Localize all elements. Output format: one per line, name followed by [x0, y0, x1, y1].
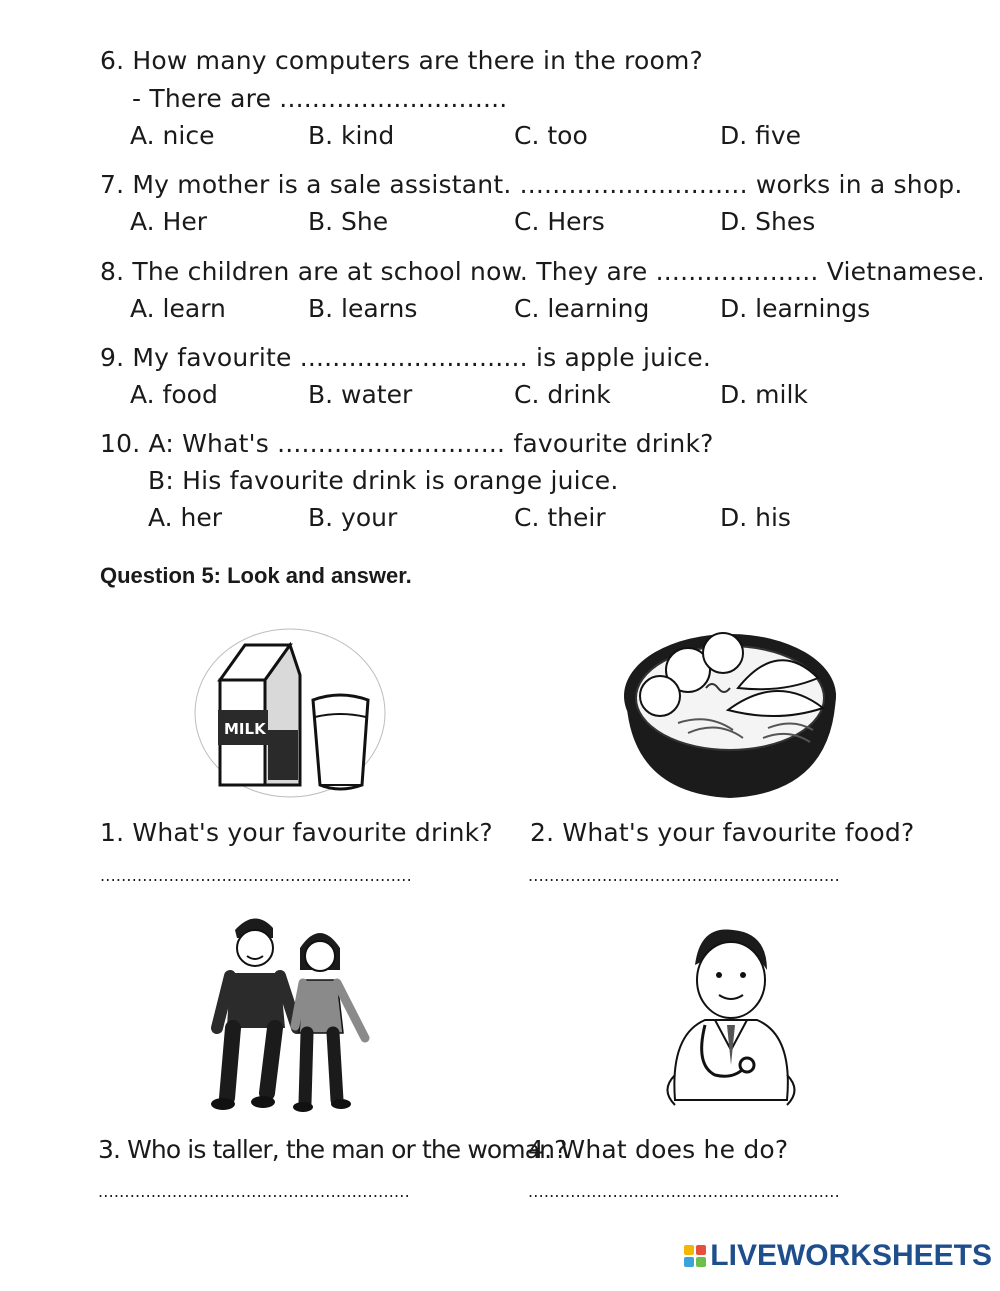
question-6-prompt: - There are ............................: [132, 84, 508, 113]
question-8-stem: 8. The children are at school now. They are .................... Vietnamese.: [100, 257, 985, 286]
question-6-stem: 6. How many computers are there in the room?: [100, 46, 704, 75]
logo-tiles-icon: [684, 1245, 706, 1267]
question-10-option-c[interactable]: C. their: [514, 503, 606, 532]
question-8-option-d[interactable]: D. learnings: [720, 294, 871, 323]
question-10-prompt: B: His favourite drink is orange juice.: [148, 466, 619, 495]
question-10-option-d[interactable]: D. his: [720, 503, 791, 532]
question-6-option-c[interactable]: C. too: [514, 121, 588, 150]
noodle-bowl-picture: [618, 618, 843, 803]
section-title: Question 5: Look and answer.: [100, 563, 412, 588]
doctor-picture: [655, 925, 805, 1115]
look-question-4: 4. What does he do?: [528, 1135, 789, 1164]
question-10-option-a[interactable]: A. her: [148, 503, 223, 532]
question-7-option-c[interactable]: C. Hers: [514, 207, 605, 236]
question-10-stem: 10. A: What's ............................ favourite drink?: [100, 429, 714, 458]
question-8-option-b[interactable]: B. learns: [308, 294, 418, 323]
answer-line-1[interactable]: ...........................................................: [100, 866, 412, 885]
look-question-2: 2. What's your favourite food?: [530, 818, 915, 847]
question-6-option-d[interactable]: D. five: [720, 121, 802, 150]
question-7-option-b[interactable]: B. She: [308, 207, 389, 236]
question-9-option-b[interactable]: B. water: [308, 380, 413, 409]
milk-picture: [190, 625, 390, 800]
question-7-option-d[interactable]: D. Shes: [720, 207, 816, 236]
question-7-option-a[interactable]: A. Her: [130, 207, 208, 236]
question-9-option-c[interactable]: C. drink: [514, 380, 611, 409]
question-9-option-d[interactable]: D. milk: [720, 380, 808, 409]
logo-text: LIVEWORKSHEETS: [710, 1239, 992, 1272]
question-8-option-c[interactable]: C. learning: [514, 294, 650, 323]
answer-line-3[interactable]: ...........................................................: [98, 1182, 410, 1201]
question-10-option-b[interactable]: B. your: [308, 503, 398, 532]
question-7-stem: 7. My mother is a sale assistant. ............................ works in a shop.: [100, 170, 963, 199]
look-question-3: 3. Who is taller, the man or the woman?: [98, 1135, 567, 1164]
milk-label: MILK: [224, 720, 266, 738]
look-question-1: 1. What's your favourite drink?: [100, 818, 493, 847]
answer-line-4[interactable]: ...........................................................: [528, 1182, 840, 1201]
answer-line-2[interactable]: ...........................................................: [528, 866, 840, 885]
man-woman-picture: [205, 908, 380, 1118]
question-9-stem: 9. My favourite ............................ is apple juice.: [100, 343, 712, 372]
question-9-option-a[interactable]: A. food: [130, 380, 218, 409]
question-8-option-a[interactable]: A. learn: [130, 294, 226, 323]
liveworksheets-logo[interactable]: [684, 1239, 992, 1273]
question-6-option-b[interactable]: B. kind: [308, 121, 395, 150]
question-6-option-a[interactable]: A. nice: [130, 121, 215, 150]
